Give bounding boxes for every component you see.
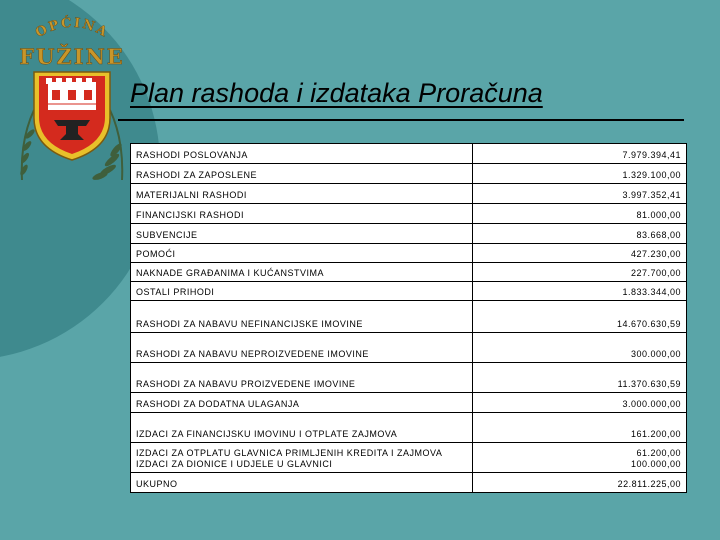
row-amount: 227.700,00 — [473, 263, 687, 282]
row-amount: 300.000,00 — [473, 333, 687, 363]
table-row — [131, 301, 687, 333]
row-label: IZDACI ZA FINANCIJSKU IMOVINU I OTPLATE ZAJMOVA — [131, 413, 473, 443]
coat-of-arms-logo — [12, 10, 132, 185]
row-label: NAKNADE GRAĐANIMA I KUĆANSTVIMA — [131, 263, 473, 282]
row-amount: 11.370.630,59 — [473, 363, 687, 393]
table-row — [131, 413, 687, 443]
row-amount: 3.997.352,41 — [473, 184, 687, 204]
row-label: RASHODI ZA NABAVU NEFINANCIJSKE IMOVINE — [131, 301, 473, 333]
row-label-line: IZDACI ZA OTPLATU GLAVNICA PRIMLJENIH KREDITA I ZAJMOVA — [136, 448, 443, 458]
table-row — [131, 443, 687, 473]
table-row — [131, 263, 687, 282]
row-amount: 3.000.000,00 — [473, 393, 687, 413]
svg-text:FUŽINE: FUŽINE — [19, 44, 125, 69]
table-row — [131, 393, 687, 413]
table-row — [131, 204, 687, 224]
row-label: OSTALI PRIHODI — [131, 282, 473, 301]
row-label: RASHODI ZA ZAPOSLENE — [131, 164, 473, 184]
table-row — [131, 363, 687, 393]
row-label: MATERIJALNI RASHODI — [131, 184, 473, 204]
title-divider — [118, 119, 684, 121]
row-amount: 14.670.630,59 — [473, 301, 687, 333]
table-row-total — [131, 473, 687, 493]
row-label: RASHODI POSLOVANJA — [131, 144, 473, 164]
row-amount: 1.833.344,00 — [473, 282, 687, 301]
svg-text:OPĆINA: OPĆINA — [33, 15, 111, 41]
row-amount-line: 100.000,00 — [630, 459, 681, 469]
table-row — [131, 333, 687, 363]
row-label: RASHODI ZA NABAVU NEPROIZVEDENE IMOVINE — [131, 333, 473, 363]
row-amount: 83.668,00 — [473, 224, 687, 244]
row-amount: 81.000,00 — [473, 204, 687, 224]
row-label: RASHODI ZA DODATNA ULAGANJA — [131, 393, 473, 413]
total-label: UKUPNO — [131, 473, 473, 493]
table-row — [131, 244, 687, 263]
row-label — [131, 443, 473, 473]
row-label-line: IZDACI ZA DIONICE I UDJELE U GLAVNICI — [136, 459, 333, 469]
row-label: RASHODI ZA NABAVU PROIZVEDENE IMOVINE — [131, 363, 473, 393]
table-row — [131, 282, 687, 301]
row-amount: 161.200,00 — [473, 413, 687, 443]
row-label: POMOĆI — [131, 244, 473, 263]
row-label: FINANCIJSKI RASHODI — [131, 204, 473, 224]
row-amount-line: 61.200,00 — [636, 448, 681, 458]
row-amount: 427.230,00 — [473, 244, 687, 263]
row-amount: 1.329.100,00 — [473, 164, 687, 184]
table-row — [131, 164, 687, 184]
row-amount — [473, 443, 687, 473]
row-label: SUBVENCIJE — [131, 224, 473, 244]
table-row — [131, 144, 687, 164]
table-row — [131, 224, 687, 244]
row-amount: 7.979.394,41 — [473, 144, 687, 164]
table-row — [131, 184, 687, 204]
expenditure-table — [130, 143, 687, 493]
page-title: Plan rashoda i izdataka Proračuna — [130, 78, 543, 108]
total-amount: 22.811.225,00 — [473, 473, 687, 493]
